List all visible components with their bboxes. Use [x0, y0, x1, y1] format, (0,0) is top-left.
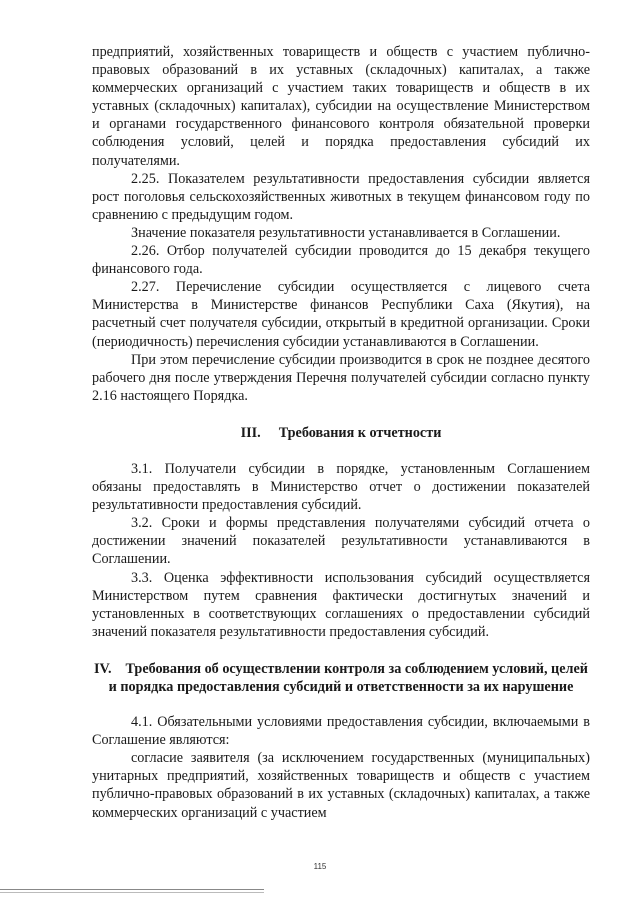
paragraph-2-27: 2.27. Перечисление субсидии осуществляется с лицевого счета Министерства в Министерстве финансов Республики Саха (Якутия), на расчетный счет получателя субсидии, открытый в кредитной организации. Сроки (периодичность) перечисления субсидии устанавливаются в Соглашении. [92, 279, 590, 350]
document-body [92, 43, 590, 822]
page-number: 115 [313, 862, 327, 871]
paragraph-2-25: 2.25. Показателем результативности предоставления субсидии является рост поголовья сельскохозяйственных животных в текущем финансовом году по сравнению с предыдущим годом. [92, 170, 590, 223]
paragraph-4-1: 4.1. Обязательными условиями предоставления субсидии, включаемыми в Соглашение являются: [92, 714, 590, 749]
section-4-title: Требования об осуществлении контроля за соблюдением условий, целей и порядка предоставления субсидий и ответственности за их нарушение [108, 660, 588, 695]
footer-rule [0, 889, 264, 890]
paragraph-3-1: 3.1. Получатели субсидии в порядке, установленным Соглашением обязаны предоставлять в Министерство отчет о достижении показателей результативности предоставления субсидий. [92, 460, 590, 514]
section-3-number: III. [240, 424, 261, 441]
paragraph-2-25-value: Значение показателя результативности устанавливается в Соглашении. [131, 224, 561, 241]
paragraph-3-3: 3.3. Оценка эффективности использования субсидий осуществляется Министерством путем сравнения фактически достигнутых значений и установленных в соответствующих соглашениях о предоставлении субсидий значений показателя результативности предоставления субсидий. [92, 569, 590, 640]
paragraph-3-2: 3.2. Сроки и формы представления получателями субсидий отчета о достижении значений показателей результативности устанавливаются в Соглашении. [92, 515, 590, 568]
section-3-heading [92, 424, 590, 442]
paragraph-2-26: 2.26. Отбор получателей субсидии проводится до 15 декабря текущего финансового года. [92, 243, 590, 278]
section-4-heading [92, 660, 590, 696]
footer-rule-secondary [0, 892, 264, 893]
paragraph-2-27-term: При этом перечисление субсидии производится в срок не позднее десятого рабочего дня после утверждения Перечня получателей субсидии согласно пункту 2.16 настоящего Порядка. [92, 351, 590, 404]
paragraph-4-1-consent: согласие заявителя (за исключением государственных (муниципальных) унитарных предприятий, хозяйственных товариществ и обществ с участием публично-правовых образований в их уставных (складочных) капиталах, а также коммерческих организаций с участием [92, 750, 590, 821]
section-3-title: Требования к отчетности [278, 424, 442, 441]
section-4-number: IV. [94, 660, 112, 677]
paragraph-continuation: предприятий, хозяйственных товариществ и обществ с участием публично-правовых образований в их уставных (складочных) капиталах, а также коммерческих организаций с участием таких товариществ и обществ в их уставных (складочных) капиталах), субсидии на осуществление Министерством и органами государственного финансового контроля обязательной проверки соблюдения условий, целей и порядка предоставления субсидий их получателями. [92, 44, 590, 169]
